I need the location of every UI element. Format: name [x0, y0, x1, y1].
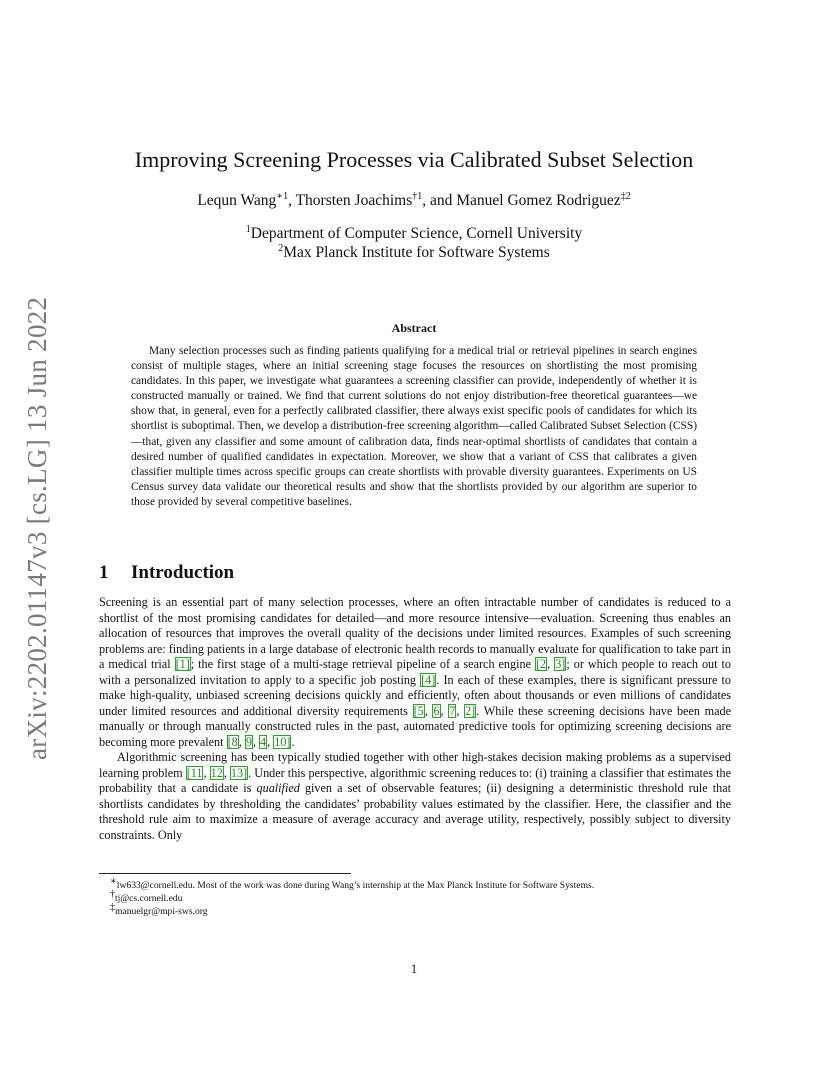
footnote [110, 901, 750, 918]
author-name: Lequn Wang [197, 192, 277, 209]
paragraph-text: given a set of observable features; (ii) designing a deterministic threshold rule that shortlists candidates by thresholding the candidates’ probability values estimated by the classifier. Here, the classifier and the threshold rule aim to maximize a measure of average accuracy and average utility, respectively, possibly subject to diversity constraints. Only [99, 781, 731, 842]
footnote-text: manuelgr@mpi-sws.org [115, 906, 208, 917]
citation-link[interactable]: 9 [245, 734, 252, 749]
citation-link[interactable]: 2] [465, 703, 476, 718]
arxiv-identifier: arXiv:2202.01147v3 [cs.LG] 13 Jun 2022 [22, 296, 52, 760]
paragraph-text: . [291, 734, 295, 749]
footnote [110, 888, 750, 905]
author-separator: , and [422, 192, 457, 209]
paragraph-text: . In each of these examples, there is significant pressure to make high-quality, unbiased screening decisions quickly and efficiently, often about thousands or even millions of candidates under limited resources and additional diversity requirements [99, 672, 731, 718]
citation-link[interactable]: 6 [433, 703, 440, 718]
affiliation-text: Max Planck Institute for Software Systems [283, 244, 550, 261]
author-mark: †1 [412, 190, 423, 202]
section-heading [99, 562, 234, 584]
abstract-heading: Abstract [391, 321, 437, 335]
affiliations [0, 224, 828, 262]
citation-link[interactable]: 13] [230, 765, 248, 780]
footnote [110, 875, 750, 892]
affiliation-mark: 2 [278, 242, 284, 254]
paragraph-text: . While these screening decisions have been made manually or through manually constructed rules in the past, automated predictive tools for optimizing screening decisions are becoming more prevalent [99, 703, 732, 749]
author-mark: ‡2 [620, 190, 631, 202]
abstract-text: Many selection processes such as finding patients qualifying for a medical trial or retrieval pipelines in search engines consist of multiple stages, where an initial screening stage focuses the resources on shortlisting the most promising candidates. In this paper, we investigate what guarantees a screening classifier can provide, independently of whether it is constructed manually or trained. We find that current solutions do not enjoy distribution-free theoretical guarantees—we show that, in general, even for a perfectly calibrated classifier, there always exist specific pools of candidates for which its shortlist is suboptimal. Then, we develop a distribution-free screening algorithm—called Calibrated Subset Selection (CSS)—that, given any classifier and some amount of calibration data, finds near-optimal shortlists of candidates that contain a desired number of qualified candidates in expectation. Moreover, we show that a variant of CSS that calibrates a given classifier multiple times across specific groups can create shortlists with provable diversity guarantees. Experiments on US Census survey data validate our theoretical results and show that the shortlists provided by our algorithm are superior to those provided by several competitive baselines. [131, 345, 697, 508]
citation-link[interactable]: 10] [274, 734, 291, 749]
paragraph-text: ; the first stage of a multi-stage retrieval pipeline of a search engine [190, 657, 535, 671]
citation-link[interactable]: [4] [421, 672, 436, 687]
citation-link[interactable]: 3] [555, 657, 566, 671]
paragraph-text: ; or which people to reach out to with a personalized invitation to apply to a specific job posting [99, 657, 731, 687]
citation-link[interactable]: 4 [260, 734, 267, 749]
paragraph-text: Algorithmic screening has been typically studied together with other high-stakes decision making problems as a supervised learning problem [99, 750, 731, 780]
section-number: 1 [99, 562, 109, 583]
paragraph-text: Screening is an essential part of many selection processes, where an often intractable number of candidates is reduced to a shortlist of the most promising candidates for detailed—and more resource intensive—evaluation. Screening thus enables an allocation of resources that improves the overall quality of the decisions under limited resources. Examples of such screening problems are: finding patients in a large database of electronic health records to manually evaluate for qualification to take part in a medical trial [99, 595, 731, 671]
footnote-text: tj@cs.cornell.edu [115, 893, 183, 904]
section-title: Introduction [131, 562, 235, 583]
affiliation-mark: 1 [245, 223, 251, 235]
affiliation [0, 224, 828, 243]
paper-title: Improving Screening Processes via Calibrated Subset Selection [134, 147, 694, 172]
author-list [0, 190, 828, 212]
author-mark: ∗1 [276, 190, 289, 202]
footnote-mark: † [110, 888, 115, 900]
affiliation-text: Department of Computer Science, Cornell University [250, 225, 583, 242]
citation-link[interactable]: [2 [536, 657, 547, 671]
page-number: 1 [410, 962, 418, 976]
citation-link[interactable]: 7 [449, 703, 456, 718]
emphasis: qualified [256, 781, 300, 795]
author-name: Thorsten Joachims [295, 192, 413, 209]
citation-link[interactable]: [1] [175, 657, 190, 671]
citation-link[interactable]: [8 [227, 734, 238, 749]
paragraph-text: . Under this perspective, algorithmic screening reduces to: (i) training a classifier that estimates the probability that a candidate is [99, 765, 732, 795]
footnotes [110, 875, 750, 918]
author-name: Manuel Gomez Rodriguez [456, 192, 621, 209]
affiliation [0, 243, 828, 262]
author-separator: , [288, 192, 296, 209]
citation-link[interactable]: [11 [186, 765, 203, 780]
footnote-mark: ∗ [110, 875, 117, 887]
paragraph: Algorithmic screening has been typically studied together with other high-stakes decision making problems as a supervised learning problem [11, 12, 13]. Under this perspective, algorithmic screening reduces to: (i) training a classifier that estimates the probability that a candidate is qualified given a set of observable features; (ii) designing a deterministic threshold rule that shortlists candidates by thresholding the candidates’ probability values estimated by the classifier. Here, the classifier and the threshold rule aim to maximize a measure of average accuracy and average utility, respectively, possibly subject to diversity constraints. Only [99, 750, 732, 842]
citation-link[interactable]: 12 [210, 765, 223, 780]
footnote-mark: ‡ [110, 901, 115, 913]
paragraph: Screening is an essential part of many selection processes, where an often intractable number of candidates is reduced to a shortlist of the most promising candidates for detailed—and more resource intensive—evaluation. Screening thus enables an allocation of resources that improves the overall quality of the decisions under limited resources. Examples of such screening problems are: finding patients in a large database of electronic health records to manually evaluate for qualification to take part in a medical trial [1]; the first stage of a multi-stage retrieval pipeline of a search engine [2, 3]; or which people to reach out to with a personalized invitation to apply to a specific job posting [4]. In each of these examples, there is significant pressure to make high-quality, unbiased screening decisions quickly and efficiently, often about thousands or even millions of candidates under limited resources and additional diversity requirements [5, 6, 7, 2]. While these screening decisions have been made manually or through manually constructed rules in the past, automated predictive tools for optimizing screening decisions are becoming more prevalent [8, 9, 4, 10]. [99, 595, 732, 749]
footnote-rule [99, 873, 351, 874]
footnote-text: lw633@cornell.edu. Most of the work was done during Wang’s internship at the Max Planck Institute for Software Systems. [116, 880, 595, 891]
citation-link[interactable]: [5 [413, 703, 424, 718]
section-body [99, 595, 731, 843]
